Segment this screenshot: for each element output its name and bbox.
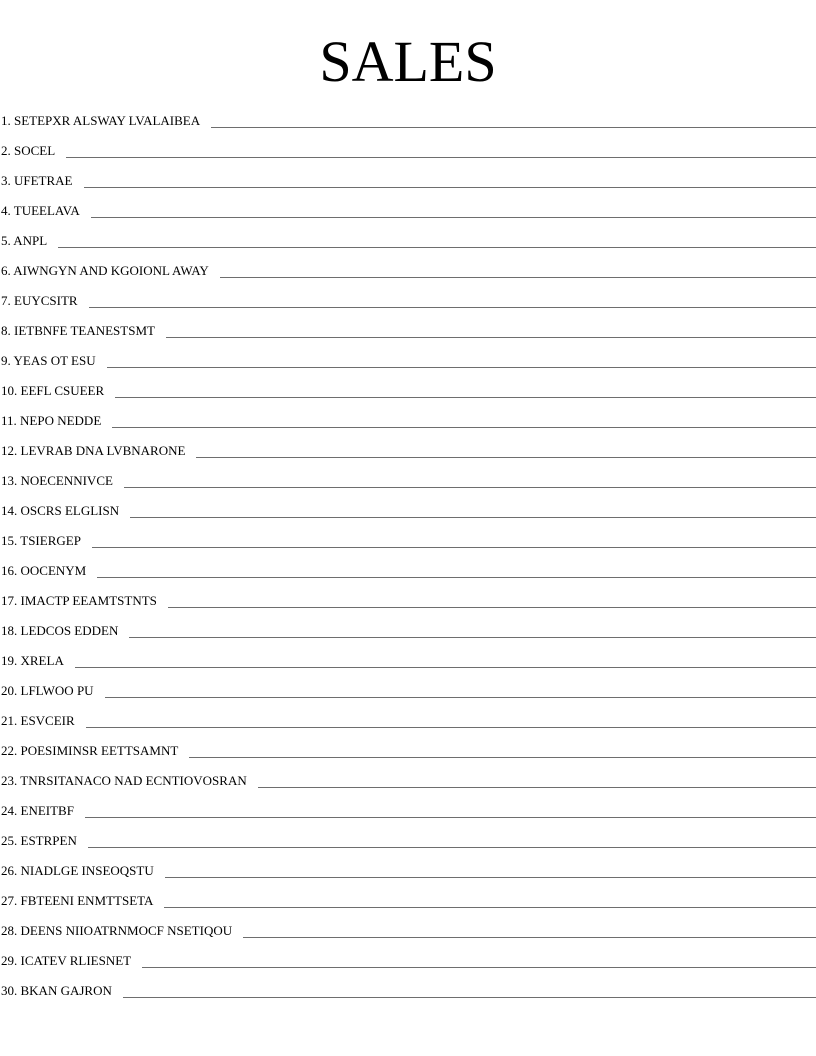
scrambled-word: 2. SOCEL [1, 143, 56, 158]
list-item [0, 413, 816, 443]
scrambled-word: 22. POESIMINSR EETTSAMNT [1, 743, 179, 758]
list-item [0, 353, 816, 383]
scrambled-word: 15. TSIERGEP [1, 533, 81, 548]
answer-blank-line[interactable] [258, 773, 816, 788]
list-item [0, 983, 816, 1013]
list-item [0, 563, 816, 593]
list-item [0, 713, 816, 743]
list-item [0, 443, 816, 473]
answer-blank-line[interactable] [92, 533, 816, 548]
answer-blank-line[interactable] [220, 263, 816, 278]
scrambled-word: 1. SETEPXR ALSWAY LVALAIBEA [1, 113, 201, 128]
scrambled-word: 5. ANPL [1, 233, 48, 248]
answer-blank-line[interactable] [58, 233, 816, 248]
answer-blank-line[interactable] [105, 683, 816, 698]
list-item [0, 653, 816, 683]
answer-blank-line[interactable] [115, 383, 816, 398]
scrambled-word: 23. TNRSITANACO NAD ECNTIOVOSRAN [1, 773, 247, 788]
list-item [0, 773, 816, 803]
scrambled-word: 7. EUYCSITR [1, 293, 78, 308]
scrambled-word: 11. NEPO NEDDE [1, 413, 102, 428]
answer-blank-line[interactable] [189, 743, 816, 758]
answer-blank-line[interactable] [165, 863, 816, 878]
list-item [0, 503, 816, 533]
list-item [0, 383, 816, 413]
answer-blank-line[interactable] [85, 803, 816, 818]
list-item [0, 953, 816, 983]
scrambled-word: 27. FBTEENI ENMTTSETA [1, 893, 154, 908]
answer-blank-line[interactable] [66, 143, 816, 158]
answer-blank-line[interactable] [196, 443, 816, 458]
scrambled-word: 28. DEENS NIIOATRNMOCF NSETIQOU [1, 923, 233, 938]
list-item [0, 113, 816, 143]
answer-blank-line[interactable] [88, 833, 816, 848]
list-item [0, 173, 816, 203]
answer-blank-line[interactable] [129, 623, 816, 638]
scrambled-word: 18. LEDCOS EDDEN [1, 623, 119, 638]
scramble-list [0, 113, 816, 1013]
scrambled-word: 4. TUEELAVA [1, 203, 80, 218]
list-item [0, 533, 816, 563]
answer-blank-line[interactable] [142, 953, 816, 968]
list-item [0, 743, 816, 773]
scrambled-word: 17. IMACTP EEAMTSTNTS [1, 593, 157, 608]
list-item [0, 923, 816, 953]
answer-blank-line[interactable] [124, 473, 816, 488]
scrambled-word: 14. OSCRS ELGLISN [1, 503, 120, 518]
list-item [0, 893, 816, 923]
list-item [0, 683, 816, 713]
list-item [0, 293, 816, 323]
list-item [0, 323, 816, 353]
scrambled-word: 9. YEAS OT ESU [1, 353, 96, 368]
answer-blank-line[interactable] [166, 323, 816, 338]
answer-blank-line[interactable] [243, 923, 816, 938]
answer-blank-line[interactable] [84, 173, 816, 188]
scrambled-word: 6. AIWNGYN AND KGOIONL AWAY [1, 263, 209, 278]
list-item [0, 203, 816, 233]
answer-blank-line[interactable] [75, 653, 816, 668]
answer-blank-line[interactable] [97, 563, 816, 578]
list-item [0, 593, 816, 623]
scrambled-word: 25. ESTRPEN [1, 833, 77, 848]
answer-blank-line[interactable] [112, 413, 816, 428]
scrambled-word: 3. UFETRAE [1, 173, 73, 188]
scrambled-word: 30. BKAN GAJRON [1, 983, 112, 998]
answer-blank-line[interactable] [86, 713, 816, 728]
scrambled-word: 20. LFLWOO PU [1, 683, 94, 698]
answer-blank-line[interactable] [89, 293, 816, 308]
answer-blank-line[interactable] [91, 203, 816, 218]
list-item [0, 473, 816, 503]
scrambled-word: 29. ICATEV RLIESNET [1, 953, 132, 968]
answer-blank-line[interactable] [211, 113, 816, 128]
answer-blank-line[interactable] [107, 353, 816, 368]
answer-blank-line[interactable] [164, 893, 816, 908]
scrambled-word: 26. NIADLGE INSEOQSTU [1, 863, 154, 878]
scrambled-word: 10. EEFL CSUEER [1, 383, 105, 398]
list-item [0, 833, 816, 863]
list-item [0, 623, 816, 653]
answer-blank-line[interactable] [123, 983, 816, 998]
list-item [0, 803, 816, 833]
scrambled-word: 16. OOCENYM [1, 563, 87, 578]
list-item [0, 263, 816, 293]
scrambled-word: 21. ESVCEIR [1, 713, 75, 728]
list-item [0, 233, 816, 263]
list-item [0, 863, 816, 893]
scrambled-word: 13. NOECENNIVCE [1, 473, 113, 488]
scrambled-word: 19. XRELA [1, 653, 64, 668]
answer-blank-line[interactable] [130, 503, 816, 518]
answer-blank-line[interactable] [168, 593, 816, 608]
page-title: SALES [319, 29, 497, 94]
scrambled-word: 12. LEVRAB DNA LVBNARONE [1, 443, 186, 458]
scrambled-word: 24. ENEITBF [1, 803, 74, 818]
scrambled-word: 8. IETBNFE TEANESTSMT [1, 323, 155, 338]
list-item [0, 143, 816, 173]
